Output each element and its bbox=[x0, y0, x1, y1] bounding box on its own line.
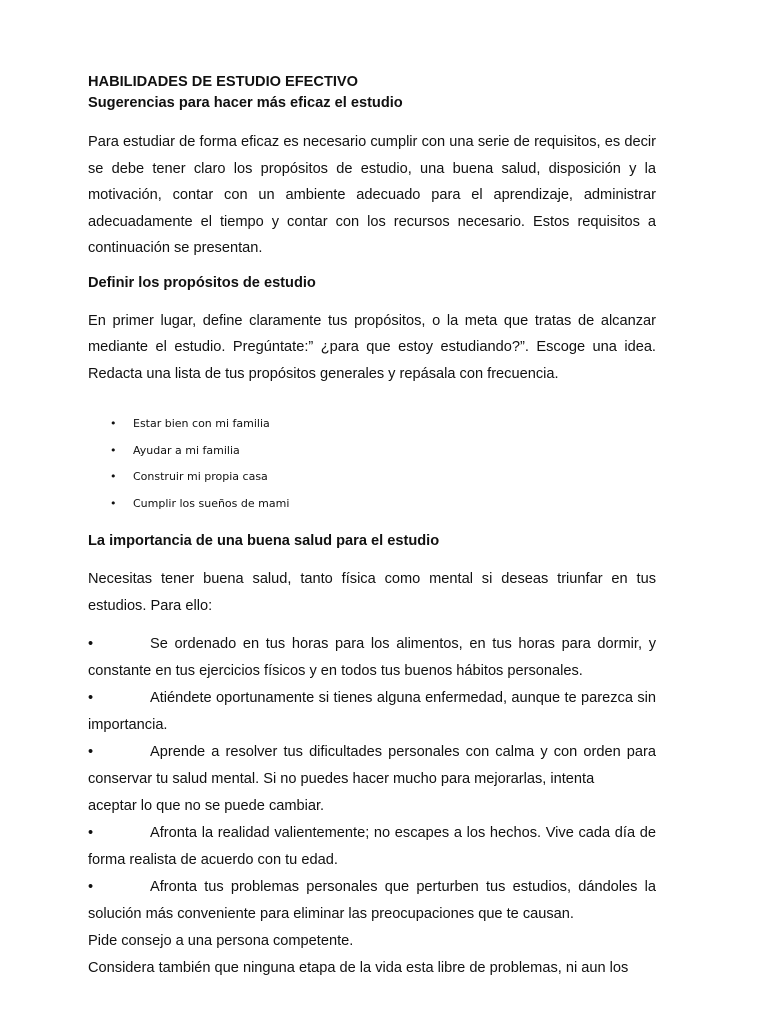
closing-line: Considera también que ninguna etapa de la vida esta libre de problemas, ni aun los bbox=[88, 960, 629, 977]
intro-paragraph: Para estudiar de forma eficaz es necesario cumplir con una serie de requisitos, es decir se debe tener claro los propósitos de estudio, una buena salud, disposición y la motivación, contar con un ambiente adecuado para el aprendizaje, administrar adecuadamente el tiempo y contar con los recursos necesario. Estos requisitos a continuación se presentan. bbox=[88, 134, 656, 256]
health-bullet: • Afronta tus problemas personales que perturben tus estudios, dándoles la solución más conveniente para eliminar las preocupaciones que te causan. bbox=[88, 874, 656, 928]
health-paragraph: Necesitas tener buena salud, tanto física como mental si deseas triunfar en tus estudios. Para ello: bbox=[88, 571, 656, 614]
bullet-icon: • bbox=[88, 825, 94, 842]
bullet-icon: • bbox=[88, 636, 94, 653]
bullet-icon: • bbox=[110, 470, 117, 484]
health-bullet: • Aprende a resolver tus dificultades personales con calma y con orden para conservar tu salud mental. Si no puedes hacer mucho para mejorarlas, intenta bbox=[88, 739, 656, 793]
health-bullet: • Atiéndete oportunamente si tienes alguna enfermedad, aunque te parezca sin importancia. bbox=[88, 685, 656, 739]
bullet-icon: • bbox=[110, 443, 117, 457]
bullet-icon: • bbox=[88, 690, 94, 707]
purposes-paragraph: En primer lugar, define claramente tus propósitos, o la meta que tratas de alcanzar mediante el estudio. Pregúntate:” ¿para que estoy estudiando?”. Escoge una idea. Redacta una lista de tus propósitos generales y repásala con frecuencia. bbox=[88, 312, 656, 382]
health-bullet: • Afronta la realidad valientemente; no escapes a los hechos. Vive cada día de forma realista de acuerdo con tu edad. bbox=[88, 820, 656, 874]
purposes-list bbox=[88, 411, 656, 517]
list-item: • Ayudar a mi familia bbox=[88, 438, 656, 465]
document-subtitle: Sugerencias para hacer más eficaz el estudio bbox=[88, 95, 403, 111]
section-heading-health: La importancia de una buena salud para el estudio bbox=[88, 533, 440, 550]
document-title: HABILIDADES DE ESTUDIO EFECTIVO bbox=[88, 74, 359, 90]
advice-line: Pide consejo a una persona competente. bbox=[88, 933, 354, 950]
list-item: • Construir mi propia casa bbox=[88, 464, 656, 491]
list-item: • Cumplir los sueños de mami bbox=[88, 491, 656, 518]
health-bullet: • Se ordenado en tus horas para los alimentos, en tus horas para dormir, y constante en tus ejercicios físicos y en todos tus buenos hábitos personales. bbox=[88, 631, 656, 685]
bullet-icon: • bbox=[88, 879, 94, 896]
list-item: • Estar bien con mi familia bbox=[88, 411, 656, 438]
bullet-icon: • bbox=[110, 496, 117, 510]
bullet-icon: • bbox=[110, 417, 117, 430]
section-heading-purposes: Definir los propósitos de estudio bbox=[88, 274, 316, 291]
bullet-continuation: aceptar lo que no se puede cambiar. bbox=[88, 798, 325, 815]
document-page bbox=[88, 72, 656, 982]
bullet-icon: • bbox=[88, 744, 94, 761]
